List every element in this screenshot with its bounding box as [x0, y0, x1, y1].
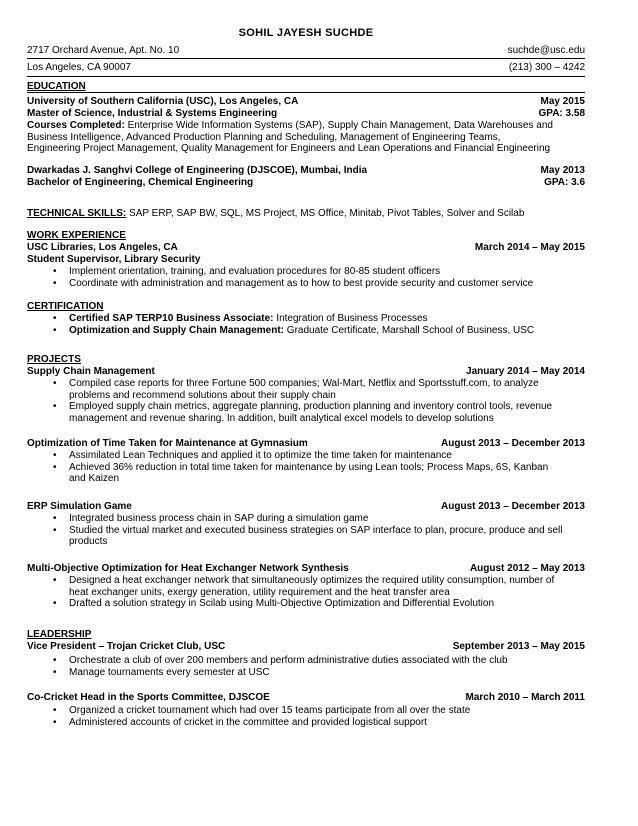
- section-title: PROJECTS: [27, 354, 81, 365]
- gpa: GPA: 3.6: [544, 176, 585, 188]
- project-dates: August 2012 – May 2013: [469, 563, 585, 574]
- list-item: • Assimilated Lean Techniques and applied it to optimize the time taken for maintenance: [53, 450, 452, 461]
- leadership-header: [27, 641, 585, 653]
- bullet-icon: •: [53, 705, 57, 716]
- bullet-icon: •: [53, 575, 57, 586]
- bullet-icon: •: [53, 401, 57, 412]
- section-title: WORK EXPERIENCE: [27, 230, 126, 241]
- bullet-list: [27, 575, 585, 610]
- list-item: • Organized a cricket tournament which had over 15 teams participate from all over the state: [53, 705, 471, 716]
- project-name: ERP Simulation Game: [27, 501, 132, 512]
- education-section: [27, 81, 585, 189]
- bullet-list: [27, 655, 585, 678]
- list-item: • Integrated business process chain in SAP during a simulation game: [53, 513, 369, 524]
- list-item: • Certified SAP TERP10 Business Associate: Integration of Business Processes: [53, 313, 428, 324]
- leadership-role: Vice President – Trojan Cricket Club, USC: [27, 641, 226, 652]
- project-block: [27, 501, 585, 548]
- bullet-icon: •: [53, 324, 57, 336]
- courses-line: Enterprise Wide Information Systems (SAP), Supply Chain Management, Data Warehouses and: [124, 120, 553, 131]
- bullet-list: [27, 266, 585, 289]
- education-entry-header: [27, 96, 585, 108]
- project-dates: August 2013 – December 2013: [441, 438, 585, 449]
- bullet-list: [27, 450, 585, 485]
- project-dates: August 2013 – December 2013: [441, 501, 585, 512]
- email: suchde@usc.edu: [507, 45, 585, 56]
- divider: [27, 92, 585, 93]
- candidate-name: SOHIL JAYESH SUCHDE: [238, 27, 374, 39]
- gpa: GPA: 3.58: [538, 108, 585, 119]
- section-title: CERTIFICATION: [27, 301, 104, 312]
- list-item: • Coordinate with administration and management as to how to best provide security and customer service: [53, 277, 534, 289]
- leadership-dates: September 2013 – May 2015: [452, 641, 585, 652]
- section-title: TECHNICAL SKILLS:: [27, 208, 127, 219]
- degree: Bachelor of Engineering, Chemical Engineering: [27, 176, 254, 188]
- section-title: EDUCATION: [27, 81, 86, 92]
- list-item: • Achieved 36% reduction in total time taken for maintenance by using Lean tools; Process Maps, 6S, Kanban and Kaizen: [53, 461, 549, 484]
- project-name: Supply Chain Management: [27, 366, 155, 377]
- project-name: Optimization of Time Taken for Maintenance at Gymnasium: [27, 438, 308, 449]
- bullet-icon: •: [53, 666, 57, 678]
- projects-section: [27, 354, 585, 424]
- courses-line: Engineering Project Management, Quality Management for Engineers and Lean Operations and Financial Engineering: [27, 143, 551, 154]
- project-block: [27, 438, 585, 485]
- work-section: [27, 230, 585, 289]
- bullet-icon: •: [53, 513, 57, 524]
- work-dates: March 2014 – May 2015: [474, 242, 585, 253]
- school-name: Dwarkadas J. Sanghvi College of Engineering (DJSCOE), Mumbai, India: [27, 164, 368, 176]
- bullet-icon: •: [53, 524, 57, 536]
- list-item: • Studied the virtual market and executed business strategies on SAP interface to plan, procure, produce and sell products: [53, 524, 563, 547]
- leadership-section: [27, 629, 585, 678]
- address-line-1: 2717 Orchard Avenue, Apt. No. 10: [27, 45, 180, 56]
- contact-row-1: [27, 45, 585, 57]
- skills-section: [27, 208, 585, 220]
- leadership-header: [27, 692, 585, 704]
- degree-row: [27, 177, 585, 189]
- bullet-icon: •: [53, 655, 57, 666]
- project-header: [27, 501, 585, 513]
- address-line-2: Los Angeles, CA 90007: [27, 62, 131, 73]
- list-item: • Employed supply chain metrics, aggregate planning, production planning and inventory control tools, revenue management and revenue sharing. In addition, built analytical excel models to develop solutions: [53, 401, 553, 424]
- bullet-icon: •: [53, 598, 57, 609]
- list-item: • Orchestrate a club of over 200 members and perform administrative duties associated with the club: [53, 655, 508, 666]
- degree-row: [27, 108, 585, 120]
- bullet-icon: •: [53, 313, 57, 324]
- project-block: [27, 563, 585, 610]
- school-name: University of Southern California (USC), Los Angeles, CA: [27, 96, 299, 107]
- bullet-icon: •: [53, 450, 57, 461]
- list-item: • Drafted a solution strategy in Scilab using Multi-Objective Optimization and Differential Evolution: [53, 598, 495, 609]
- list-item: • Administered accounts of cricket in the committee and provided logistical support: [53, 716, 427, 728]
- project-dates: January 2014 – May 2014: [466, 366, 585, 377]
- leadership-role: Co-Cricket Head in the Sports Committee, DJSCOE: [27, 692, 270, 703]
- section-title: LEADERSHIP: [27, 629, 92, 640]
- bullet-icon: •: [53, 378, 57, 389]
- work-entry-header: [27, 242, 585, 254]
- leadership-block: [27, 692, 585, 728]
- divider: [27, 58, 585, 59]
- list-item: • Compiled case reports for three Fortune 500 companies; Wal-Mart, Netflix and Sportsstuff.com, to analyze problems and recommend solutions about their supply chain: [53, 378, 539, 401]
- graduation-date: May 2013: [540, 164, 585, 176]
- graduation-date: May 2015: [540, 96, 585, 107]
- bullet-icon: •: [53, 266, 57, 277]
- list-item: • Implement orientation, training, and evaluation procedures for 80-85 student officers: [53, 266, 441, 277]
- bullet-icon: •: [53, 277, 57, 289]
- bullet-icon: •: [53, 461, 57, 473]
- certification-section: [27, 301, 585, 336]
- bullet-list: [27, 313, 585, 336]
- employer: USC Libraries, Los Angeles, CA: [27, 242, 178, 253]
- degree: Master of Science, Industrial & Systems Engineering: [27, 108, 278, 119]
- bullet-list: [27, 705, 585, 728]
- list-item: • Optimization and Supply Chain Management: Graduate Certificate, Marshall School of Business, USC: [53, 324, 535, 336]
- courses-label: Courses Completed:: [27, 120, 125, 131]
- bullet-list: [27, 513, 585, 548]
- divider: [27, 76, 585, 77]
- project-header: [27, 438, 585, 450]
- list-item: • Manage tournaments every semester at USC: [53, 666, 270, 678]
- contact-row-2: [27, 62, 585, 74]
- courses-line: Business Intelligence, Advanced Production Planning and Scheduling, Management of Engineering Teams,: [27, 131, 501, 143]
- project-name: Multi-Objective Optimization for Heat Exchanger Network Synthesis: [27, 563, 349, 574]
- skills-text: SAP ERP, SAP BW, SQL, MS Project, MS Office, Minitab, Pivot Tables, Solver and Scilab: [126, 208, 525, 219]
- list-item: • Designed a heat exchanger network that simultaneously optimizes the required utility consumption, number of heat exchanger units, exergy generation, utility requirement and the heat transfer area: [53, 575, 555, 598]
- project-header: [27, 366, 585, 378]
- project-header: [27, 563, 585, 575]
- phone: (213) 300 – 4242: [508, 62, 585, 73]
- bullet-list: [27, 378, 585, 424]
- leadership-dates: March 2010 – March 2011: [465, 692, 585, 703]
- bullet-icon: •: [53, 716, 57, 728]
- courses-text: [27, 120, 585, 132]
- education-entry-header: [27, 165, 585, 177]
- job-title: Student Supervisor, Library Security: [27, 254, 201, 265]
